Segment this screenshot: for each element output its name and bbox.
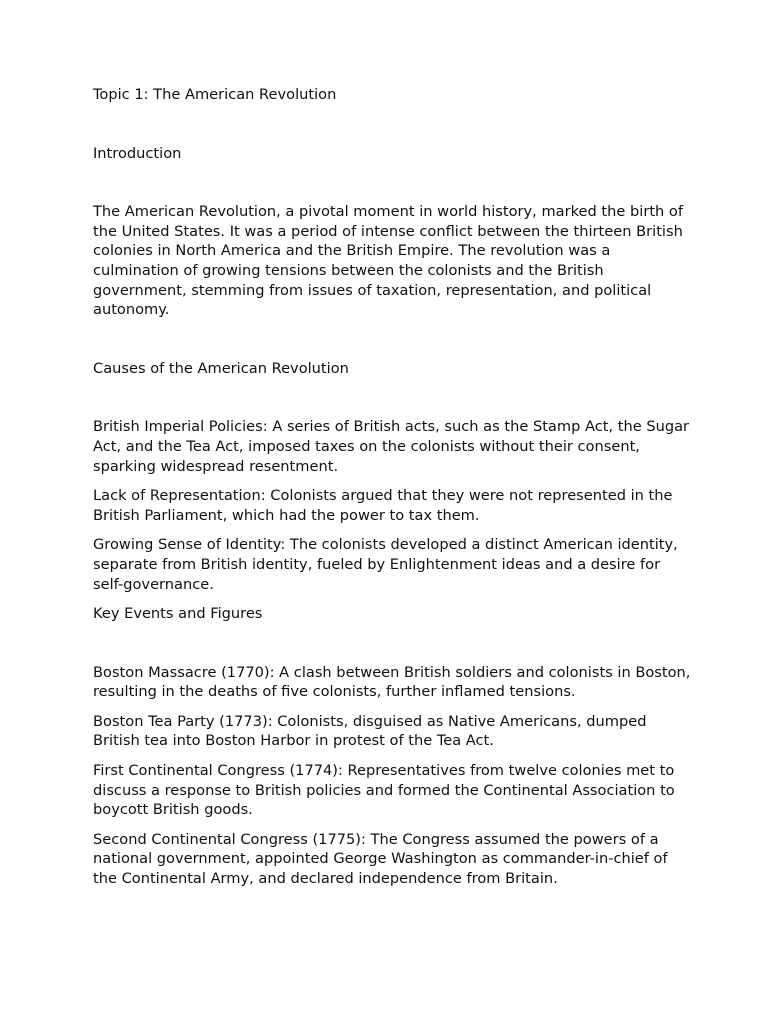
cause-paragraph-identity: Growing Sense of Identity: The colonists developed a distinct American identity, separate from British identity, fueled by Enlightenment ideas and a desire for self-governance. — [93, 536, 678, 593]
event-paragraph-boston-tea-party: Boston Tea Party (1773): Colonists, disguised as Native Americans, dumped British tea into Boston Harbor in protest of the Tea Act. — [93, 712, 647, 750]
section-heading-key-events: Key Events and Figures — [93, 605, 263, 623]
cause-paragraph-imperial-policies: British Imperial Policies: A series of British acts, such as the Stamp Act, the Sugar Act, and the Tea Act, imposed taxes on the colonists without their consent, sparking widespread resentment. — [93, 418, 690, 475]
section-heading-causes: Causes of the American Revolution — [93, 359, 349, 377]
document-page — [93, 85, 693, 899]
document-title: Topic 1: The American Revolution — [93, 86, 337, 103]
event-paragraph-first-continental-congress: First Continental Congress (1774): Representatives from twelve colonies met to discuss a response to British policies and formed the Continental Association to boycott British goods. — [93, 762, 675, 819]
cause-paragraph-representation: Lack of Representation: Colonists argued that they were not represented in the British Parliament, which had the power to tax them. — [93, 487, 673, 524]
event-paragraph-boston-massacre: Boston Massacre (1770): A clash between British soldiers and colonists in Boston, resulting in the deaths of five colonists, further inflamed tensions. — [93, 663, 691, 701]
introduction-paragraph: The American Revolution, a pivotal moment in world history, marked the birth of the United States. It was a period of intense conflict between the thirteen British colonies in North America and the British Empire. The revolution was a culmination of growing tensions between the colonists and the British government, stemming from issues of taxation, representation, and political autonomy. — [93, 203, 683, 319]
section-heading-introduction: Introduction — [93, 144, 182, 162]
event-paragraph-second-continental-congress: Second Continental Congress (1775): The Congress assumed the powers of a national government, appointed George Washington as commander-in-chief of the Continental Army, and declared independence from Britain. — [93, 830, 668, 888]
